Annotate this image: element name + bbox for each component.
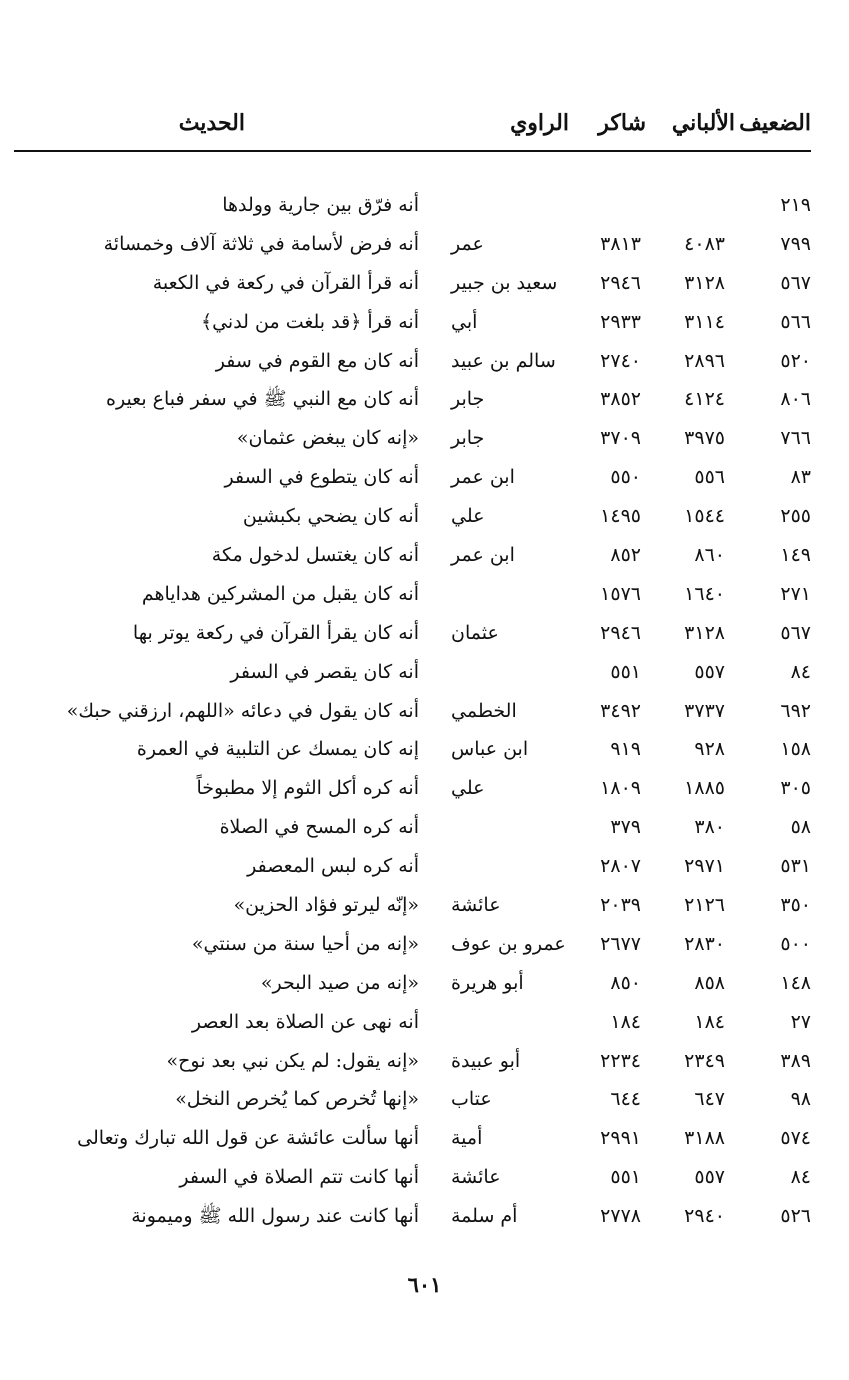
narrator: أم سلمة (451, 1205, 518, 1228)
daeef-number: ٢٧ (790, 1010, 811, 1033)
table-row (14, 886, 811, 925)
albani-number: ١٥٤٤ (684, 505, 725, 528)
shakir-number: ٥٥٠ (610, 466, 641, 489)
daeef-number: ٣٠٥ (780, 777, 811, 800)
hadith-text: «إنه من صيد البحر» (260, 971, 419, 994)
narrator: عائشة (451, 894, 501, 917)
shakir-number: ٣٨١٣ (600, 232, 641, 255)
table-row (14, 1042, 811, 1081)
hadith-text: أنه كان يضحي بكبشين (242, 505, 419, 528)
hadith-text: «إنّه ليرتو فؤاد الحزين» (233, 894, 419, 917)
header-albani: الألباني (671, 110, 735, 136)
albani-number: ٣٨٠ (694, 816, 725, 839)
daeef-number: ٢٧١ (780, 582, 811, 605)
shakir-number: ٢٧٤٠ (600, 349, 641, 372)
narrator: الخطمي (451, 699, 517, 722)
daeef-number: ٨٠٦ (780, 388, 811, 411)
header-divider (14, 150, 811, 152)
daeef-number: ٥٨ (790, 816, 811, 839)
header-hadith: الحديث (178, 110, 245, 136)
narrator: عمر (451, 232, 484, 255)
daeef-number: ٥٧٤ (780, 1127, 811, 1150)
daeef-number: ٥٠٠ (780, 932, 811, 955)
narrator: ابن عمر (451, 544, 515, 567)
table-row (14, 614, 811, 653)
table-row (14, 225, 811, 264)
daeef-number: ١٤٨ (780, 971, 811, 994)
shakir-number: ٢٦٧٧ (600, 932, 641, 955)
table-row (14, 380, 811, 419)
table-row (14, 808, 811, 847)
shakir-number: ٦٤٤ (610, 1088, 641, 1111)
albani-number: ٩٢٨ (694, 738, 725, 761)
narrator: عائشة (451, 1166, 501, 1189)
daeef-number: ٨٤ (790, 1166, 811, 1189)
header-daeef: الضعيف (739, 110, 811, 136)
daeef-number: ٢٥٥ (780, 505, 811, 528)
shakir-number: ١٤٩٥ (600, 505, 641, 528)
daeef-number: ٧٩٩ (780, 232, 811, 255)
shakir-number: ١٥٧٦ (600, 582, 641, 605)
daeef-number: ٧٦٦ (780, 427, 811, 450)
shakir-number: ٢٩٤٦ (600, 621, 641, 644)
table-row (14, 575, 811, 614)
shakir-number: ٥٥١ (610, 660, 641, 683)
narrator: عثمان (451, 621, 499, 644)
table-row (14, 692, 811, 731)
table-row (14, 964, 811, 1003)
daeef-number: ٥٣١ (780, 855, 811, 878)
daeef-number: ٥٢٦ (780, 1205, 811, 1228)
hadith-text: أنها سألت عائشة عن قول الله تبارك وتعالى (77, 1127, 419, 1150)
table-row (14, 186, 811, 225)
daeef-number: ٥٦٧ (780, 271, 811, 294)
hadith-text: أنه كان يقصر في السفر (230, 660, 419, 683)
shakir-number: ٢٧٧٨ (600, 1205, 641, 1228)
albani-number: ٥٥٧ (694, 1166, 725, 1189)
hadith-text: إنه كان يمسك عن التلبية في العمرة (136, 738, 419, 761)
hadith-text: «إنه من أحيا سنة من سنتي» (191, 932, 419, 955)
shakir-number: ٣٨٥٢ (600, 388, 641, 411)
narrator: سالم بن عبيد (451, 349, 556, 372)
table-row (14, 1119, 811, 1158)
shakir-number: ٣٧٠٩ (600, 427, 641, 450)
albani-number: ٢٣٤٩ (684, 1049, 725, 1072)
narrator: جابر (451, 388, 485, 411)
daeef-number: ٨٤ (790, 660, 811, 683)
shakir-number: ٨٥٢ (610, 544, 641, 567)
table-row (14, 653, 811, 692)
hadith-text: أنه فرّق بين جارية وولدها (222, 194, 419, 216)
albani-number: ٣١٢٨ (684, 271, 725, 294)
narrator: سعيد بن جبير (451, 271, 558, 294)
table-row (14, 1003, 811, 1042)
hadith-text: أنه قرأ ﴿قد بلغت من لدني﴾ (200, 310, 419, 333)
daeef-number: ٩٨ (790, 1088, 811, 1111)
table-row (14, 730, 811, 769)
table-row (14, 458, 811, 497)
hadith-text: أنها كانت تتم الصلاة في السفر (179, 1166, 419, 1189)
shakir-number: ٨٥٠ (610, 971, 641, 994)
table-header (14, 110, 811, 142)
albani-number: ٢٨٣٠ (684, 932, 725, 955)
narrator: علي (451, 505, 485, 528)
albani-number: ٥٥٦ (694, 466, 725, 489)
hadith-text: أنه كره أكل الثوم إلا مطبوخاً (196, 777, 419, 800)
table-row (14, 342, 811, 381)
albani-number: ٣١٢٨ (684, 621, 725, 644)
hadith-text: أنه كان يتطوع في السفر (224, 466, 419, 489)
shakir-number: ١٨٤ (610, 1010, 641, 1033)
albani-number: ٣٩٧٥ (684, 427, 725, 450)
narrator: أبو هريرة (451, 971, 524, 994)
albani-number: ٢١٢٦ (684, 894, 725, 917)
hadith-table (14, 186, 811, 1236)
table-row (14, 1158, 811, 1197)
daeef-number: ٥٦٧ (780, 621, 811, 644)
table-row (14, 769, 811, 808)
hadith-text: أنه كره لبس المعصفر (247, 855, 419, 878)
table-row (14, 303, 811, 342)
albani-number: ٣١١٤ (684, 310, 725, 333)
table-row (14, 536, 811, 575)
albani-number: ١٨٤ (694, 1010, 725, 1033)
header-rawi: الراوي (510, 110, 569, 136)
daeef-number: ٦٩٢ (780, 699, 811, 722)
hadith-text: أنها كانت عند رسول الله ﷺ وميمونة (131, 1205, 419, 1228)
albani-number: ٨٥٨ (694, 971, 725, 994)
albani-number: ٣١٨٨ (684, 1127, 725, 1150)
daeef-number: ٣٥٠ (780, 894, 811, 917)
shakir-number: ١٨٠٩ (600, 777, 641, 800)
header-shakir: شاكر (598, 110, 646, 136)
hadith-text: أنه كان يقرأ القرآن في ركعة يوتر بها (132, 621, 419, 644)
table-row (14, 497, 811, 536)
shakir-number: ٢٨٠٧ (600, 855, 641, 878)
shakir-number: ٢٢٣٤ (600, 1049, 641, 1072)
hadith-text: «إنه يقول: لم يكن نبي بعد نوح» (166, 1049, 419, 1072)
daeef-number: ٨٣ (790, 466, 811, 489)
shakir-number: ٩١٩ (610, 738, 641, 761)
hadith-text: أنه كان مع النبي ﷺ في سفر فباع بعيره (106, 388, 419, 411)
hadith-text: أنه كان يقول في دعائه «اللهم، ارزقني حبك» (66, 699, 419, 722)
narrator: ابن عمر (451, 466, 515, 489)
shakir-number: ٢٩٤٦ (600, 271, 641, 294)
shakir-number: ٢٠٣٩ (600, 894, 641, 917)
daeef-number: ١٥٨ (780, 738, 811, 761)
shakir-number: ٥٥١ (610, 1166, 641, 1189)
daeef-number: ٢١٩ (780, 194, 811, 216)
hadith-text: أنه كان مع القوم في سفر (215, 349, 419, 372)
page-number: ٦٠١ (407, 1272, 442, 1297)
albani-number: ٢٩٤٠ (684, 1205, 725, 1228)
albani-number: ٤٠٨٣ (684, 232, 725, 255)
albani-number: ٨٦٠ (694, 544, 725, 567)
shakir-number: ٢٩٩١ (600, 1127, 641, 1150)
daeef-number: ٥٢٠ (780, 349, 811, 372)
hadith-text: أنه كان يقبل من المشركين هداياهم (141, 582, 419, 605)
hadith-text: «إنها تُخرص كما يُخرص النخل» (175, 1088, 419, 1111)
narrator: أبي (451, 310, 478, 333)
narrator: علي (451, 777, 485, 800)
table-row (14, 847, 811, 886)
shakir-number: ٣٤٩٢ (600, 699, 641, 722)
narrator: جابر (451, 427, 485, 450)
daeef-number: ١٤٩ (780, 544, 811, 567)
hadith-text: أنه كره المسح في الصلاة (219, 816, 419, 839)
albani-number: ٢٩٧١ (684, 855, 725, 878)
albani-number: ٢٨٩٦ (684, 349, 725, 372)
table-row (14, 1080, 811, 1119)
narrator: ابن عباس (451, 738, 529, 761)
hadith-text: أنه فرض لأسامة في ثلاثة آلاف وخمسائة (103, 232, 419, 255)
daeef-number: ٣٨٩ (780, 1049, 811, 1072)
narrator: أمية (451, 1127, 483, 1150)
albani-number: ٥٥٧ (694, 660, 725, 683)
table-row (14, 1197, 811, 1236)
albani-number: ٤١٢٤ (684, 388, 725, 411)
hadith-text: «إنه كان يبغض عثمان» (236, 427, 419, 450)
hadith-text: أنه نهى عن الصلاة بعد العصر (191, 1010, 419, 1033)
shakir-number: ٣٧٩ (610, 816, 641, 839)
albani-number: ١٨٨٥ (684, 777, 725, 800)
table-row (14, 264, 811, 303)
daeef-number: ٥٦٦ (780, 310, 811, 333)
table-row (14, 925, 811, 964)
narrator: أبو عبيدة (451, 1049, 521, 1072)
albani-number: ٦٤٧ (694, 1088, 725, 1111)
hadith-text: أنه قرأ القرآن في ركعة في الكعبة (152, 271, 419, 294)
narrator: عتاب (451, 1088, 492, 1111)
albani-number: ١٦٤٠ (684, 582, 725, 605)
table-row (14, 419, 811, 458)
narrator: عمرو بن عوف (451, 932, 566, 955)
hadith-text: أنه كان يغتسل لدخول مكة (211, 544, 419, 567)
shakir-number: ٢٩٣٣ (600, 310, 641, 333)
albani-number: ٣٧٣٧ (684, 699, 725, 722)
